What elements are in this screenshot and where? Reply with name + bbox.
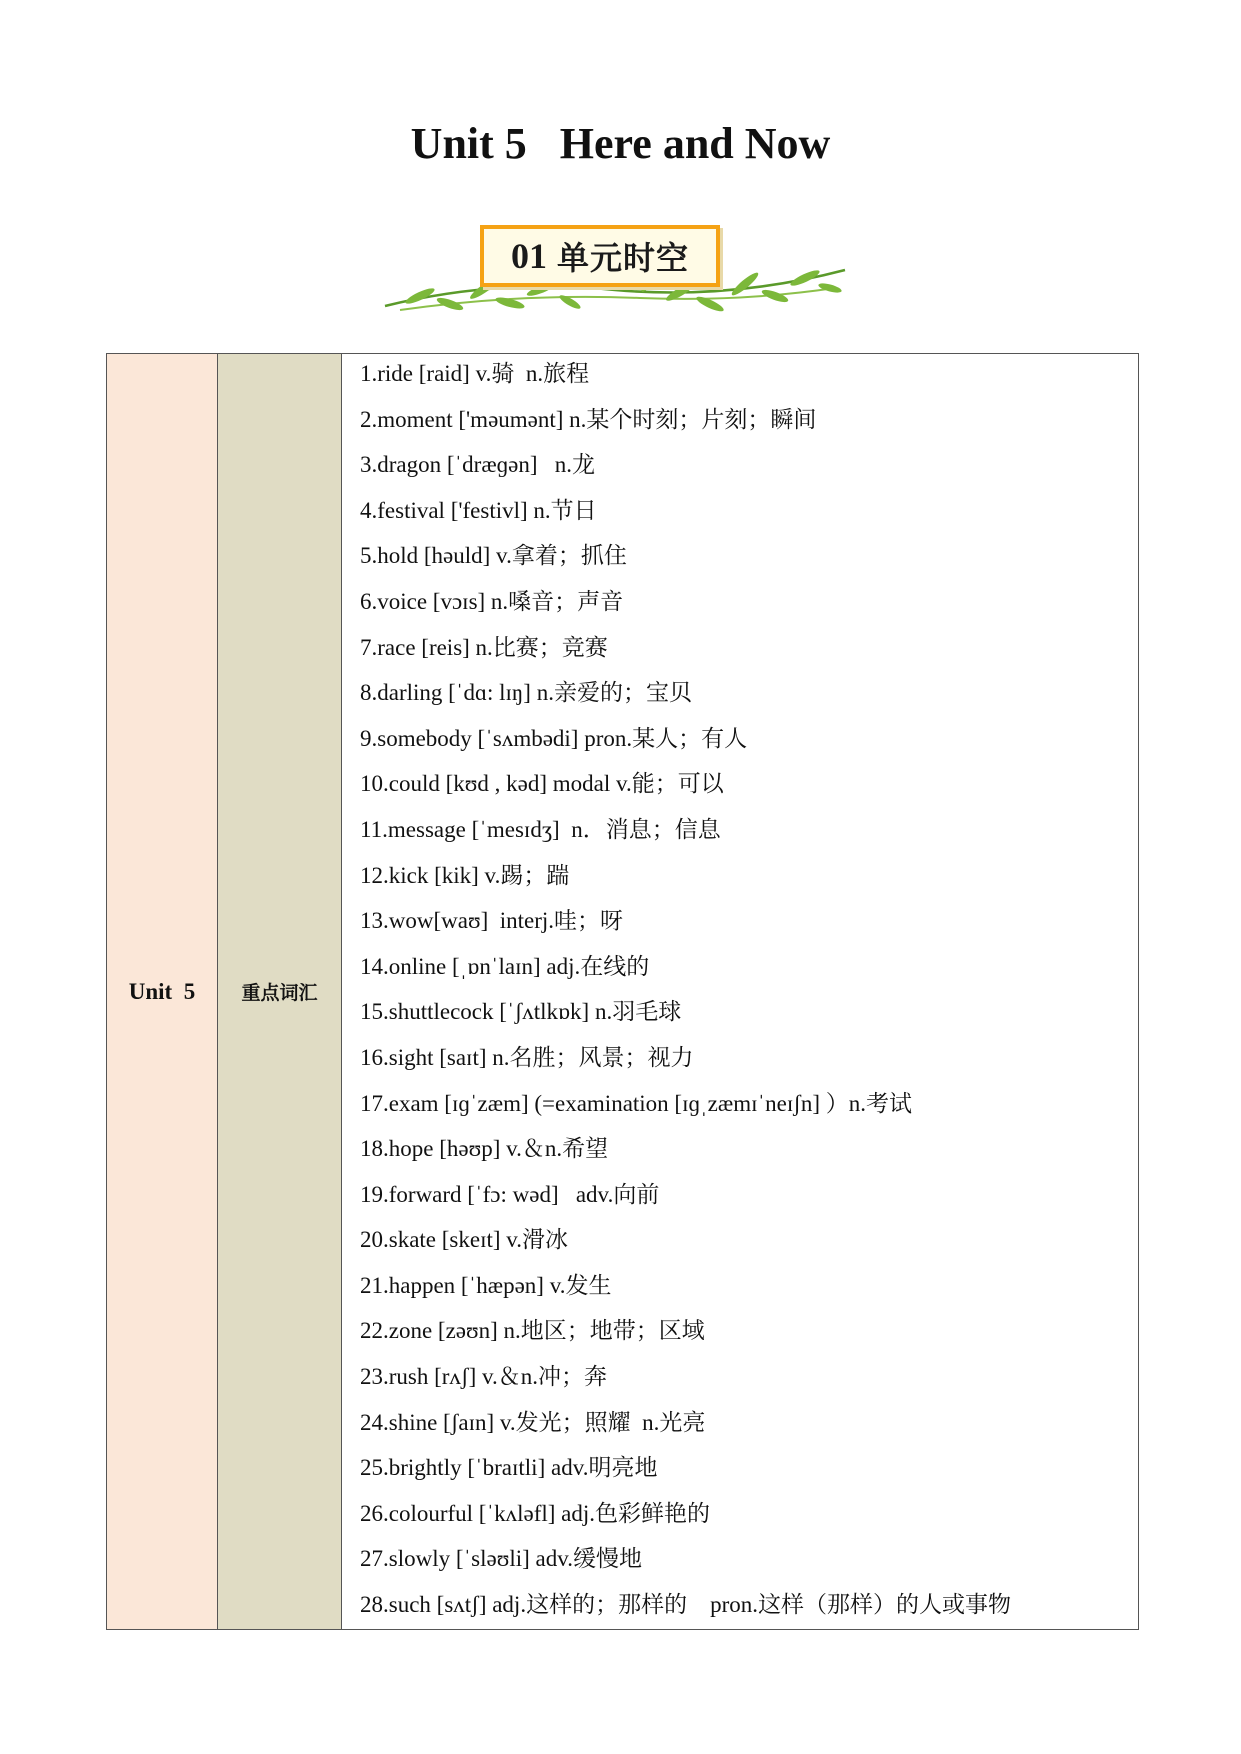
vocabulary-item: 7.race [reis] n.比赛；竞赛 xyxy=(360,634,608,660)
vocabulary-item: 8.darling [ˈdɑ: lɪŋ] n.亲爱的；宝贝 xyxy=(360,680,692,706)
banner-label xyxy=(480,225,720,287)
banner-number: 01 xyxy=(510,236,547,276)
vocabulary-item: 5.hold [həuld] v.拿着；抓住 xyxy=(360,543,627,569)
vocabulary-item: 12.kick [kik] v.踢；踹 xyxy=(360,862,570,888)
vocabulary-item: 25.brightly [ˈbraɪtli] adv.明亮地 xyxy=(360,1455,658,1481)
banner-text: 单元时空 xyxy=(556,239,689,277)
vocabulary-item: 4.festival ['festivl] n.节日 xyxy=(360,497,597,523)
vocabulary-table xyxy=(106,353,1139,1630)
vocabulary-item: 16.sight [saɪt] n.名胜；风景；视力 xyxy=(360,1044,694,1070)
vocabulary-item: 2.moment ['məumənt] n.某个时刻；片刻；瞬间 xyxy=(360,406,817,432)
vocabulary-item: 9.somebody [ˈsʌmbədi] pron.某人；有人 xyxy=(360,725,748,751)
vocabulary-item: 26.colourful [ˈkʌləfl] adj.色彩鲜艳的 xyxy=(360,1500,711,1526)
vocabulary-item: 3.dragon [ˈdræɡən] n.龙 xyxy=(360,452,596,478)
vocabulary-item: 28.such [sʌtʃ] adj.这样的；那样的 pron.这样（那样）的人或事物 xyxy=(360,1592,1011,1618)
vocabulary-item: 13.wow[waʊ] interj.哇；呀 xyxy=(360,908,624,934)
page-title: Unit 5 Here and Now xyxy=(410,119,831,168)
vocabulary-item: 17.exam [ɪɡˈzæm] (=examination [ɪɡˌzæmɪˈneɪʃn] ）n.考试 xyxy=(360,1090,913,1116)
vocabulary-item: 21.happen [ˈhæpən] v.发生 xyxy=(360,1272,612,1298)
vocabulary-item: 18.hope [həʊp] v.＆n.希望 xyxy=(360,1136,609,1162)
vocabulary-item: 14.online [ˌɒnˈlaɪn] adj.在线的 xyxy=(360,953,650,979)
vocabulary-item: 24.shine [ʃaɪn] v.发光；照耀 n.光亮 xyxy=(360,1409,706,1435)
vocabulary-item: 11.message [ˈmesɪdʒ] n．消息；信息 xyxy=(360,816,721,842)
vocabulary-item: 6.voice [vɔɪs] n.嗓音；声音 xyxy=(360,588,624,614)
vocabulary-item: 20.skate [skeɪt] v.滑冰 xyxy=(360,1227,569,1253)
category-cell: 重点词汇 xyxy=(218,354,342,1629)
vocabulary-item: 10.could [kʊd , kəd] modal v.能；可以 xyxy=(360,771,724,797)
unit-cell: Unit 5 xyxy=(107,354,218,1629)
vocabulary-item: 19.forward [ˈfɔ: wəd] adv.向前 xyxy=(360,1181,660,1207)
vocabulary-item: 15.shuttlecock [ˈʃʌtlkɒk] n.羽毛球 xyxy=(360,999,682,1025)
section-banner xyxy=(380,218,850,330)
vocabulary-list xyxy=(342,354,1138,1629)
vocabulary-item: 22.zone [zəʊn] n.地区；地带；区域 xyxy=(360,1318,705,1344)
vocabulary-item: 1.ride [raid] v.骑 n.旅程 xyxy=(360,361,590,386)
vocabulary-item: 27.slowly [ˈsləʊli] adv.缓慢地 xyxy=(360,1546,642,1572)
vocabulary-item: 23.rush [rʌʃ] v.＆n.冲；奔 xyxy=(360,1364,608,1390)
